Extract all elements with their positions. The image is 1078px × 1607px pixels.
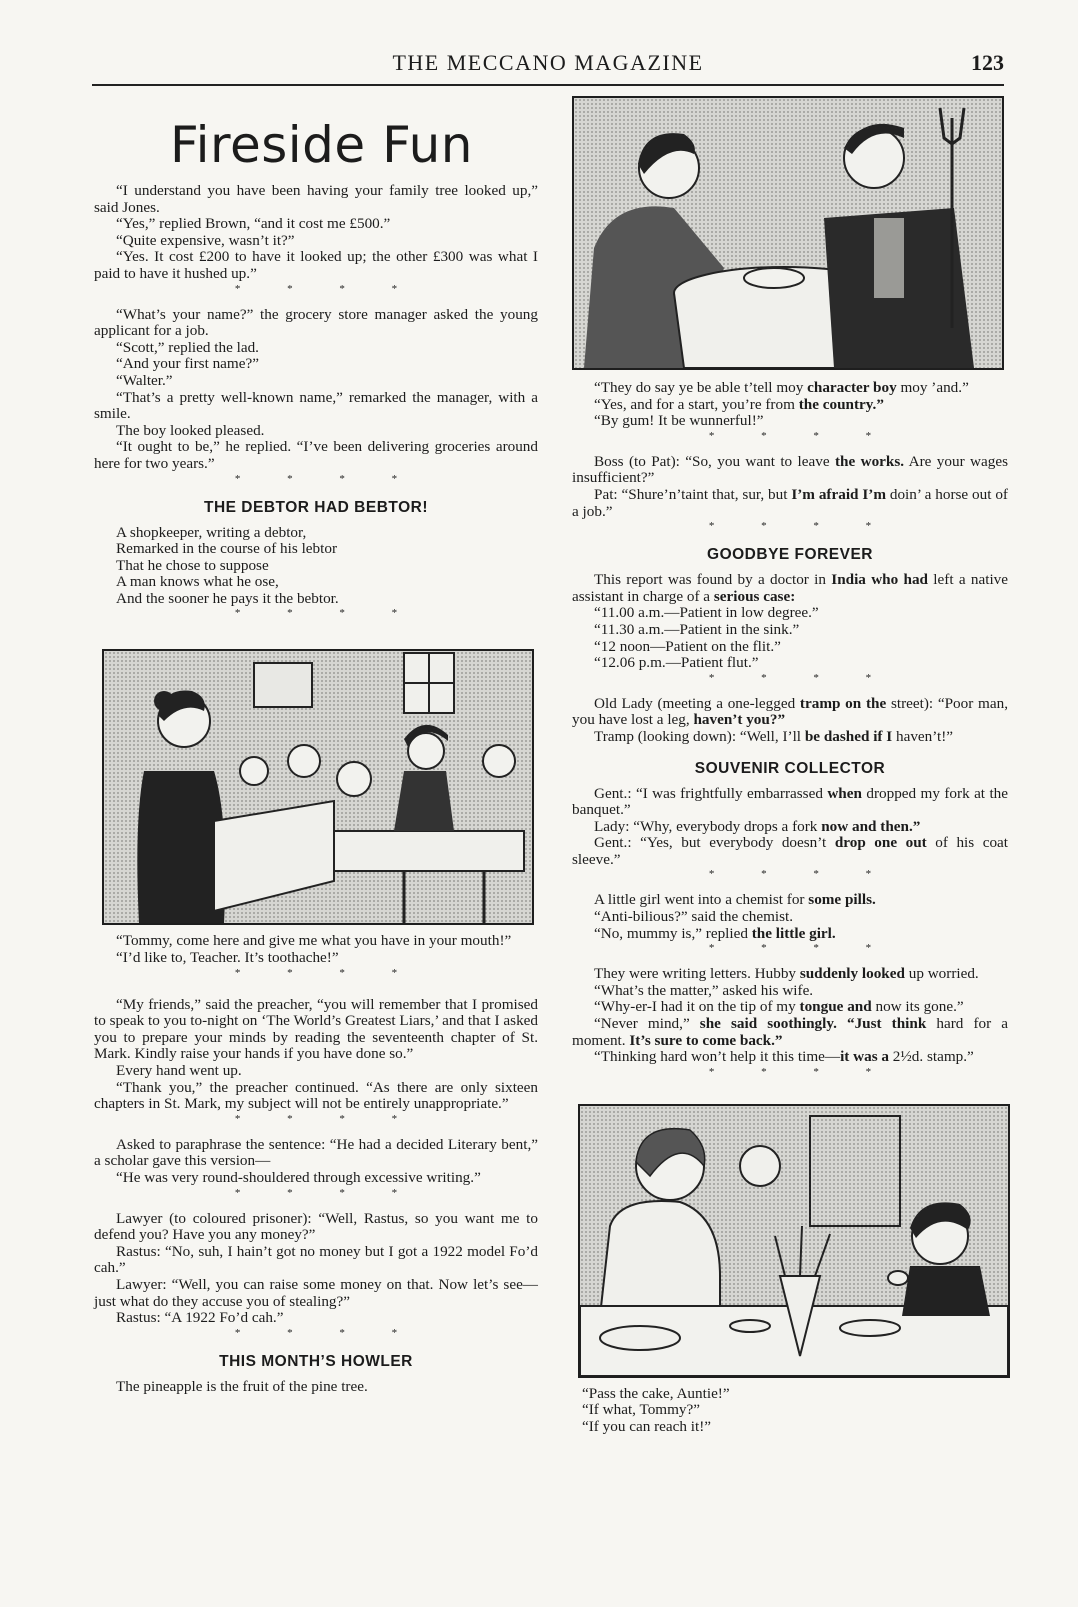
joke-line: Lawyer (to coloured prisoner): “Well, Rastus, so you want me to defend you? Have you any money?” (94, 1209, 538, 1244)
caption-line: “By gum! It be wunnerful!” (594, 412, 764, 430)
separator-stars: * * * * (234, 1186, 420, 1199)
classroom-cartoon (102, 649, 534, 925)
joke-paraphrase (94, 1137, 538, 1187)
classroom-illustration (104, 651, 532, 923)
joke-works (572, 454, 1008, 520)
debtor-verse (94, 525, 538, 608)
joke-family-tree (94, 183, 538, 283)
joke-line: Lawyer: “Well, you can raise some money on that. Now let’s see—just what do they accuse you of stealing?” (94, 1275, 538, 1310)
joke-line: “Thinking hard won’t help it this time—it was a 2½d. stamp.” (594, 1048, 974, 1066)
joke-line: “That’s a pretty well-known name,” remarked the manager, with a smile. (94, 388, 538, 423)
joke-line: “And your first name?” (116, 355, 259, 373)
separator-stars: * * * * (708, 1065, 894, 1078)
verse-line: And the sooner he pays it the bebtor. (116, 589, 339, 607)
caption-line: “Yes, and for a start, you’re from the country.” (594, 395, 884, 413)
joke-line: “It ought to be,” he replied. “I’ve been delivering groceries around here for two years.” (94, 438, 538, 472)
joke-line: Lady: “Why, everybody drops a fork now and then.” (594, 817, 921, 835)
joke-line: “My friends,” said the preacher, “you will remember that I promised to speak to you to-night on ‘The World’s Greatest Liars,’ and that I asked you to prepare your minds by reading the seventeenth chapter of St. Mark. Kindly raise your hands if you have done so.” (94, 995, 538, 1063)
caption-line: “I’d like to, Teacher. It’s toothache!” (116, 949, 339, 967)
joke-line: Every hand went up. (116, 1062, 242, 1080)
separator-stars: * * * * (708, 868, 894, 881)
joke-line: A little girl went into a chemist for some pills. (594, 891, 876, 909)
joke-line: Rastus: “A 1922 Fo’d cah.” (116, 1309, 284, 1327)
joke-line: They were writing letters. Hubby suddenly looked up worried. (594, 965, 979, 983)
report-line: “12 noon—Patient on the flit.” (594, 637, 781, 655)
classroom-caption (94, 933, 538, 966)
joke-letters (572, 966, 1008, 1066)
right-column (572, 92, 1008, 1436)
separator-stars: * * * * (234, 607, 420, 620)
separator-stars: * * * * (708, 429, 894, 442)
fortune-teller-illustration (574, 98, 1002, 368)
joke-line: Rastus: “No, suh, I hain’t got no money but I got a 1922 model Fo’d cah.” (94, 1242, 538, 1277)
debtor-heading: THE DEBTOR HAD BEBTOR! (204, 498, 428, 516)
joke-line: “Never mind,” she said soothingly. “Just think hard for a moment. It’s sure to come back.” (572, 1015, 1009, 1049)
tea-table-illustration (580, 1106, 1008, 1376)
separator-stars: * * * * (234, 282, 420, 295)
magazine-title: THE MECCANO MAGAZINE (392, 50, 704, 75)
joke-line: “Why-er-I had it on the tip of my tongue and now its gone.” (594, 998, 964, 1016)
joke-line: “Scott,” replied the lad. (116, 338, 259, 356)
joke-line: “Walter.” (116, 371, 173, 389)
verse-line: A man knows what he ose, (116, 573, 279, 591)
joke-line: “What’s your name?” the grocery store manager asked the young applicant for a job. (94, 305, 538, 340)
separator-stars: * * * * (708, 520, 894, 533)
caption-line: “If you can reach it!” (582, 1418, 712, 1435)
caption-line: “Tommy, come here and give me what you have in your mouth!” (116, 932, 512, 950)
joke-line: Boss (to Pat): “So, you want to leave the works. Are your wages insufficient?” (572, 452, 1008, 487)
separator-stars: * * * * (234, 966, 420, 979)
caption-line: “If what, Tommy?” (582, 1401, 701, 1419)
joke-line: “What’s the matter,” asked his wife. (594, 981, 814, 999)
separator-stars: * * * * (234, 1112, 420, 1125)
joke-line: Asked to paraphrase the sentence: “He had a decided Literary bent,” a scholar gave this version— (94, 1135, 538, 1170)
joke-line: “Anti-bilious?” said the chemist. (594, 908, 794, 926)
joke-goodbye (572, 572, 1008, 672)
joke-souvenir (572, 786, 1008, 869)
verse-line: That he chose to suppose (116, 556, 269, 574)
tea-table-cartoon (578, 1104, 1010, 1378)
joke-line: Old Lady (meeting a one-legged tramp on the street): “Poor man, you have lost a leg, haven’t you?” (572, 694, 1008, 729)
joke-line: “I understand you have been having your family tree looked up,” said Jones. (94, 182, 538, 216)
feature-title: Fireside Fun (170, 116, 473, 174)
howler-heading: THIS MONTH’S HOWLER (219, 1352, 413, 1370)
joke-line: “No, mummy is,” replied the little girl. (594, 924, 836, 942)
joke-line: “Quite expensive, wasn’t it?” (116, 231, 295, 249)
verse-line: A shopkeeper, writing a debtor, (116, 523, 307, 541)
tea-table-caption (572, 1386, 1008, 1436)
howler-text: The pineapple is the fruit of the pine tree. (116, 1377, 368, 1395)
separator-stars: * * * * (234, 472, 420, 485)
separator-stars: * * * * (708, 942, 894, 955)
joke-line: “He was very round-shouldered through excessive writing.” (116, 1169, 481, 1186)
separator-stars: * * * * (234, 1326, 420, 1339)
joke-line: Gent.: “Yes, but everybody doesn’t drop one out of his coat sleeve.” (572, 834, 1008, 868)
joke-line: Tramp (looking down): “Well, I’ll be dashed if I haven’t!” (594, 727, 954, 745)
souvenir-heading: SOUVENIR COLLECTOR (694, 759, 886, 777)
fortune-teller-caption (572, 380, 1008, 430)
running-header (92, 50, 1004, 86)
joke-chemist (572, 892, 1008, 942)
separator-stars: * * * * (708, 671, 894, 684)
left-column (94, 92, 538, 1395)
joke-line: “Thank you,” the preacher continued. “As there are only sixteen chapters in St. Mark, my subject will not be entirely unappropriate.” (94, 1078, 538, 1113)
report-line: “11.30 a.m.—Patient in the sink.” (594, 620, 800, 638)
report-line: “11.00 a.m.—Patient in low degree.” (594, 604, 819, 622)
page-number: 123 (971, 50, 1004, 75)
joke-preacher (94, 997, 538, 1113)
joke-line: The boy looked pleased. (116, 421, 265, 439)
joke-line: This report was found by a doctor in India who had left a native assistant in charge of a serious case: (572, 571, 1008, 605)
goodbye-heading: GOODBYE FOREVER (707, 546, 873, 564)
fortune-teller-cartoon (572, 96, 1004, 370)
report-line: “12.06 p.m.—Patient flut.” (594, 654, 759, 672)
caption-line: “Pass the cake, Auntie!” (582, 1384, 730, 1402)
joke-name (94, 307, 538, 473)
joke-lawyer (94, 1211, 538, 1327)
joke-line: “Yes. It cost £200 to have it looked up; the other £300 was what I paid to have it hushed up.” (94, 248, 538, 282)
joke-line: Pat: “Shure’n’taint that, sur, but I’m afraid I’m doin’ a horse out of a job.” (572, 485, 1008, 520)
caption-line: “They do say ye be able t’tell moy character boy moy ’and.” (594, 379, 969, 396)
joke-line: “Yes,” replied Brown, “and it cost me £500.” (116, 215, 391, 233)
joke-tramp (572, 696, 1008, 746)
verse-line: Remarked in the course of his lebtor (116, 540, 337, 558)
joke-line: Gent.: “I was frightfully embarrassed when dropped my fork at the banquet.” (572, 784, 1008, 819)
